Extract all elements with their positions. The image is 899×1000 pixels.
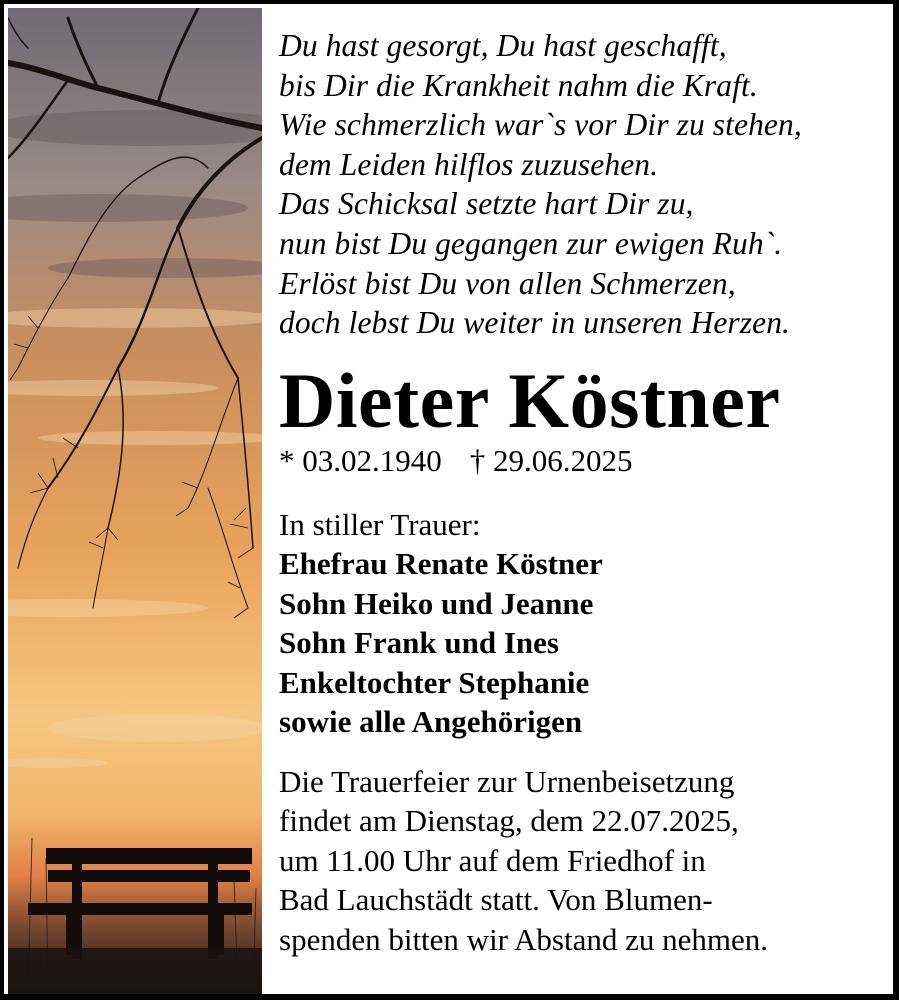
poem-line: dem Leiden hilflos zuzusehen. [279, 146, 659, 182]
mourners-list [279, 544, 879, 742]
mourner-entry: Sohn Heiko und Jeanne [279, 585, 594, 621]
poem-line: Das Schicksal setzte hart Dir zu, [279, 186, 694, 222]
life-dates [279, 443, 879, 479]
death-date: † 29.06.2025 [469, 442, 633, 478]
poem-line: Erlöst bist Du von allen Schmerzen, [279, 265, 736, 301]
mourners-section [279, 505, 879, 742]
mourner-entry: Sohn Frank und Ines [279, 625, 559, 661]
ceremony-info [279, 762, 879, 960]
memorial-poem [279, 26, 879, 343]
deceased-name: Dieter Köstner [279, 356, 781, 444]
sunset-bench-photo [8, 8, 262, 994]
mourning-intro: In stiller Trauer: [279, 506, 481, 542]
notice-text [279, 26, 879, 959]
obituary-notice [4, 4, 893, 994]
mourner-entry: Enkeltochter Stephanie [279, 664, 590, 700]
ceremony-line: Die Trauerfeier zur Urnenbeisetzung [279, 763, 735, 799]
poem-line: Wie schmerzlich war`s vor Dir zu stehen, [279, 107, 802, 143]
poem-line: doch lebst Du weiter in unseren Herzen. [279, 305, 791, 341]
poem-line: Du hast gesorgt, Du hast geschafft, [279, 28, 727, 63]
birth-date: * 03.02.1940 [279, 442, 442, 478]
poem-line: nun bist Du gegangen zur ewigen Ruh`. [279, 225, 783, 261]
ceremony-line: findet am Dienstag, dem 22.07.2025, [279, 803, 739, 839]
sunset-bench-image [8, 8, 262, 994]
ceremony-line: Bad Lauchstädt statt. Von Blumen- [279, 882, 713, 918]
mourner-entry: Ehefrau Renate Köstner [279, 546, 603, 582]
ceremony-line: um 11.00 Uhr auf dem Friedhof in [279, 842, 706, 878]
poem-line: bis Dir die Krankheit nahm die Kraft. [279, 67, 758, 103]
mourner-entry: sowie alle Angehörigen [279, 704, 583, 740]
ceremony-line: spenden bitten wir Abstand zu nehmen. [279, 921, 769, 957]
